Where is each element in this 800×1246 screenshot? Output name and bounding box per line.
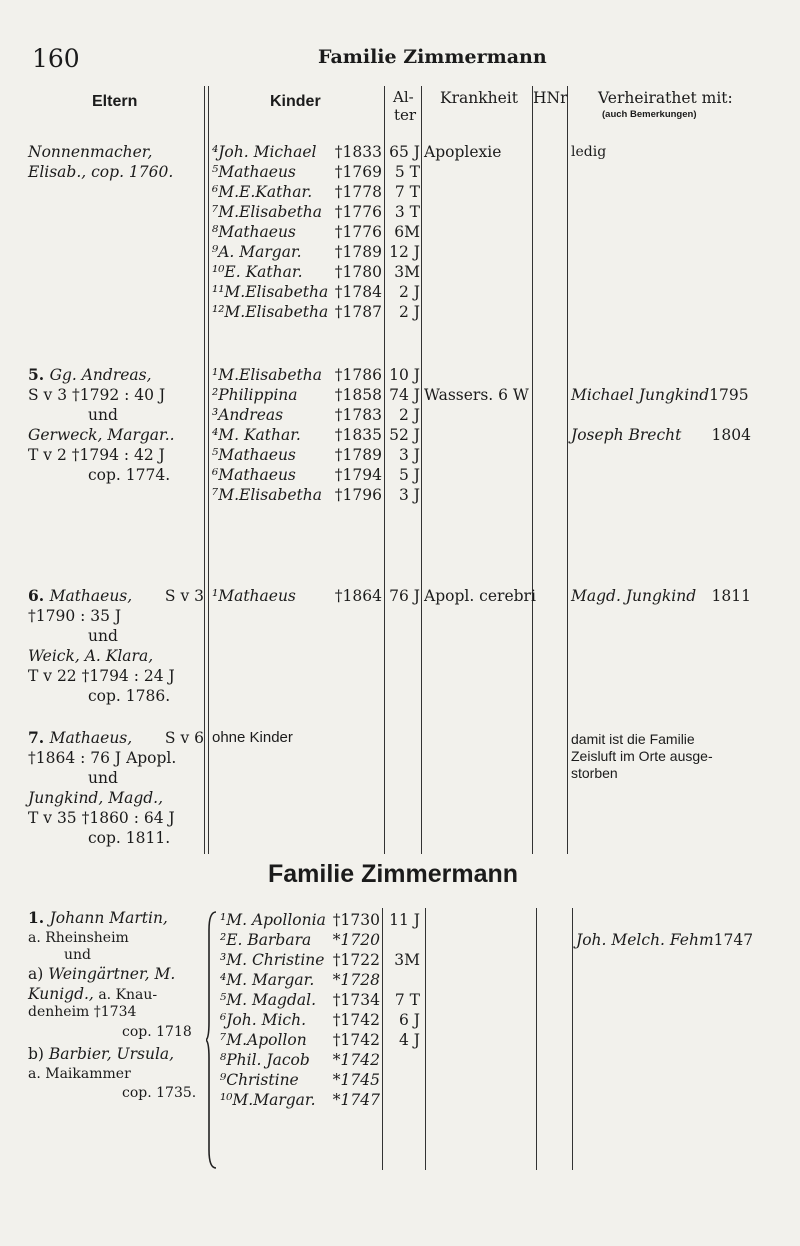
- child-row: ⁷M.Elisabetha †1776: [212, 203, 382, 221]
- parent-line: †1864 : 76 J Apopl.: [28, 749, 177, 767]
- married-value: Michael Jungkind1795: [571, 386, 749, 404]
- parent-line: 6. Mathaeus, S v 3: [28, 586, 204, 605]
- running-title: Familie Zimmermann: [318, 46, 547, 68]
- child-row: ³Andreas †1783: [212, 406, 382, 424]
- married-value: Joseph Brecht 1804: [571, 426, 751, 444]
- age-value: 7 T: [394, 991, 420, 1009]
- child-row: ⁵Mathaeus †1789: [212, 446, 382, 464]
- grid-line: [425, 908, 426, 1170]
- parent-line: und: [88, 627, 118, 645]
- parent-line: Nonnenmacher,: [28, 143, 153, 161]
- age-value: 3M: [394, 951, 420, 969]
- child-row: ³M. Christine †1722: [220, 951, 380, 969]
- age-value: 52 J: [389, 426, 420, 444]
- child-row: ⁶M.E.Kathar. †1778: [212, 183, 382, 201]
- grid-line: [204, 86, 205, 854]
- grid-line: [421, 86, 422, 854]
- age-value: 6 J: [398, 1011, 420, 1029]
- grid-line: [532, 86, 533, 854]
- parent-line: Gerweck, Margar..: [28, 426, 175, 444]
- header-verheiratet-note: (auch Bemerkungen): [602, 109, 697, 120]
- child-row: ⁴Joh. Michael †1833: [212, 143, 382, 161]
- child-row: ⁷M.Apollon †1742: [220, 1031, 380, 1049]
- illness-value: Wassers. 6 W: [424, 386, 529, 404]
- child-row: ⁶Joh. Mich. †1742: [220, 1011, 380, 1029]
- children-list: [220, 910, 380, 1110]
- age-value: 5 J: [398, 466, 420, 484]
- parent-line: T v 22 †1794 : 24 J: [28, 667, 175, 685]
- parent-line: †1790 : 35 J: [28, 607, 122, 625]
- grid-line: [208, 86, 209, 854]
- child-row: ¹⁰M.Margar. *1747: [220, 1091, 380, 1109]
- remark-line: storben: [571, 765, 618, 781]
- remark-line: Zeisluft im Orte ausge-: [571, 748, 713, 764]
- remark-line: damit ist die Familie: [571, 731, 695, 747]
- child-row: ⁴M. Kathar. †1835: [212, 426, 382, 444]
- grid-line: [567, 86, 568, 854]
- parent-line: Weick, A. Klara,: [28, 647, 154, 665]
- parent-line: 5. Gg. Andreas,: [28, 365, 152, 384]
- married-value: Joh. Melch. Fehm1747: [576, 931, 754, 949]
- child-row: ⁶Mathaeus †1794: [212, 466, 382, 484]
- child-row: ¹²M.Elisabetha †1787: [212, 303, 382, 321]
- parent-line: cop. 1735.: [122, 1085, 197, 1101]
- age-value: 5 T: [394, 163, 420, 181]
- age-list: [386, 365, 420, 505]
- header-eltern: Eltern: [92, 93, 138, 110]
- illness-value: Apoplexie: [424, 143, 502, 161]
- child-row: ¹⁰E. Kathar. †1780: [212, 263, 382, 281]
- parent-line: a. Rheinsheim: [28, 930, 129, 946]
- grid-line: [572, 908, 573, 1170]
- age-value: 3 J: [398, 446, 420, 464]
- parent-line: 1. Johann Martin,: [28, 908, 168, 927]
- page-number: 160: [32, 44, 80, 73]
- age-value: 12 J: [389, 243, 420, 261]
- married-value: Magd. Jungkind 1811: [571, 587, 751, 605]
- children-list: [212, 365, 382, 505]
- header-alter-1: Al-: [393, 88, 414, 106]
- grid-line: [382, 908, 383, 1170]
- age-value: 65 J: [389, 143, 420, 161]
- header-alter-2: ter: [394, 106, 417, 124]
- age-value: 11 J: [389, 911, 420, 929]
- parent-line: 7. Mathaeus, S v 6: [28, 728, 204, 747]
- parent-line: und: [88, 406, 118, 424]
- header-kinder: Kinder: [270, 93, 321, 110]
- age-value: 4 J: [398, 1031, 420, 1049]
- illness-value: Apopl. cerebri: [424, 587, 536, 605]
- parent-line: Kunigd., a. Knau-: [28, 985, 158, 1003]
- married-value: ledig: [571, 144, 607, 160]
- age-value: 2 J: [398, 283, 420, 301]
- parent-line: S v 3 †1792 : 40 J: [28, 386, 166, 404]
- brace-icon: [206, 910, 218, 1170]
- child-row: ⁹Christine *1745: [220, 1071, 380, 1089]
- header-krankheit: Krankheit: [440, 89, 518, 107]
- age-value: 10 J: [389, 366, 420, 384]
- age-value: 3M: [394, 263, 420, 281]
- parent-line: b) Barbier, Ursula,: [28, 1045, 175, 1063]
- child-row: ¹Mathaeus †1864: [212, 587, 382, 605]
- age-value: 6M: [394, 223, 420, 241]
- child-row: ⁹A. Margar. †1789: [212, 243, 382, 261]
- children-list: [212, 142, 382, 322]
- header-verheiratet: Verheirathet mit:: [598, 89, 733, 107]
- child-row: ⁴M. Margar. *1728: [220, 971, 380, 989]
- parent-line: T v 35 †1860 : 64 J: [28, 809, 175, 827]
- child-row: ⁷M.Elisabetha †1796: [212, 486, 382, 504]
- age-value: 3 T: [394, 203, 420, 221]
- parent-line: Jungkind, Magd.,: [28, 789, 164, 807]
- age-value: 2 J: [398, 303, 420, 321]
- parent-line: und: [88, 769, 118, 787]
- parent-line: a) Weingärtner, M.: [28, 965, 176, 983]
- parent-line: Elisab., cop. 1760.: [28, 163, 174, 181]
- child-row: ²Philippina †1858: [212, 386, 382, 404]
- parent-line: denheim †1734: [28, 1004, 137, 1020]
- child-row: ¹¹M.Elisabetha †1784: [212, 283, 382, 301]
- child-row: ⁸Phil. Jacob *1742: [220, 1051, 380, 1069]
- child-row: ²E. Barbara *1720: [220, 931, 380, 949]
- child-row: ⁸Mathaeus †1776: [212, 223, 382, 241]
- section-title: Familie Zimmermann: [268, 860, 519, 888]
- age-value: 74 J: [389, 386, 420, 404]
- age-value: 7 T: [394, 183, 420, 201]
- parent-line: cop. 1786.: [88, 687, 171, 705]
- parent-line: T v 2 †1794 : 42 J: [28, 446, 165, 464]
- age-value: 2 J: [398, 406, 420, 424]
- child-row: ¹M. Apollonia †1730: [220, 911, 380, 929]
- child-row: ⁵Mathaeus †1769: [212, 163, 382, 181]
- child-row: ¹M.Elisabetha †1786: [212, 366, 382, 384]
- parent-line: cop. 1774.: [88, 466, 171, 484]
- parent-line: cop. 1811.: [88, 829, 171, 847]
- age-list: [386, 142, 420, 322]
- parent-line: cop. 1718: [122, 1024, 192, 1040]
- age-value: 76 J: [389, 587, 420, 605]
- parent-line: a. Maikammer: [28, 1066, 131, 1082]
- children-text: ohne Kinder: [212, 729, 293, 746]
- header-hnr: HNr: [533, 89, 568, 107]
- age-value: 3 J: [398, 486, 420, 504]
- grid-line: [384, 86, 385, 854]
- grid-line: [536, 908, 537, 1170]
- parent-line: und: [64, 947, 91, 963]
- child-row: ⁵M. Magdal. †1734: [220, 991, 380, 1009]
